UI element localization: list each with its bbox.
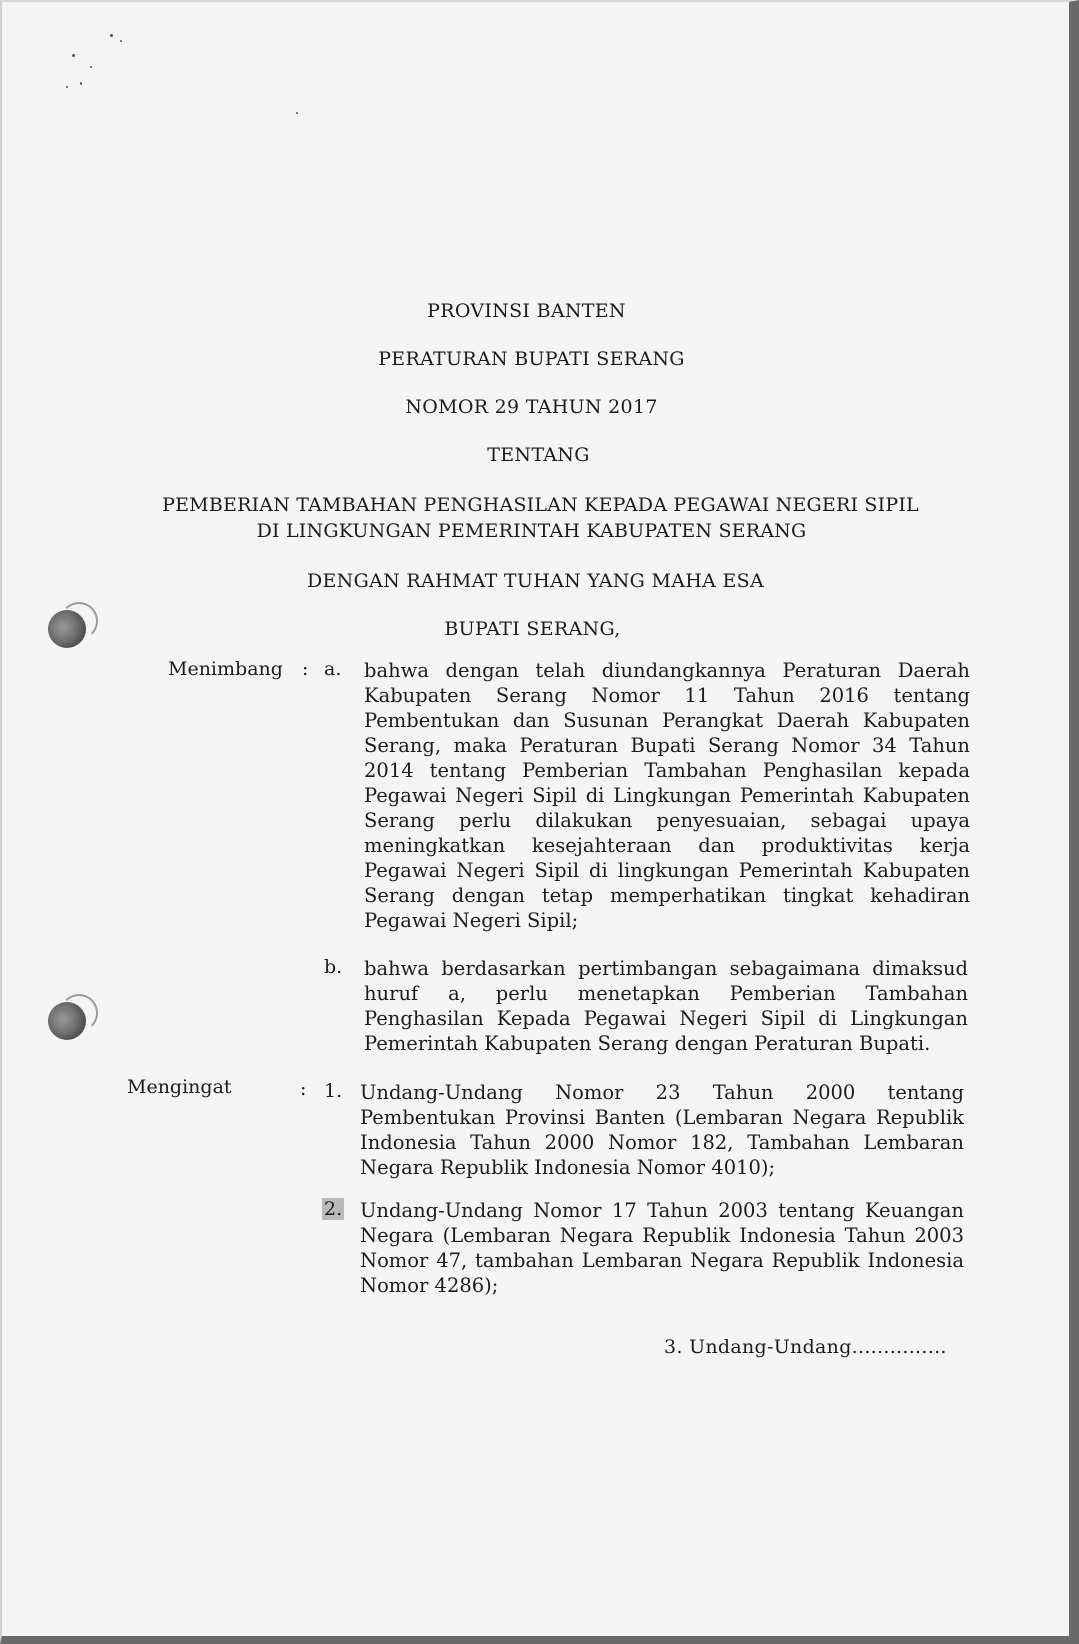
page-continuation: 3. Undang-Undang............... bbox=[664, 1336, 947, 1358]
scan-speck bbox=[72, 54, 75, 57]
menimbang-label: Menimbang bbox=[168, 658, 283, 680]
mengingat-item-2-marker bbox=[322, 1198, 344, 1220]
mengingat-item-2-text: Undang-Undang Nomor 17 Tahun 2003 tentang Keuangan Negara (Lembaran Negara Republik Indonesia Tahun 2003 Nomor 47, tambahan Lembaran Negara Republik Indonesia Nomor 4286); bbox=[360, 1199, 964, 1297]
scan-speck bbox=[80, 82, 82, 85]
regulation-heading: PERATURAN BUPATI SERANG bbox=[378, 348, 685, 370]
scan-speck bbox=[66, 86, 68, 88]
about-heading: TENTANG bbox=[487, 444, 590, 466]
regulation-title-line-1: PEMBERIAN TAMBAHAN PENGHASILAN KEPADA PEGAWAI NEGERI SIPIL bbox=[162, 494, 919, 516]
mengingat-item-1-marker: 1. bbox=[324, 1080, 343, 1102]
menimbang-item-a-text: bahwa dengan telah diundangkannya Peraturan Daerah Kabupaten Serang Nomor 11 Tahun 2016 tentang Pembentukan dan Susunan Perangkat Daerah Kabupaten Serang, maka Peraturan Bupati Serang Nomor 34 Tahun 2014 tentang Pemberian Tambahan Penghasilan kepada Pegawai Negeri Sipil di Lingkungan Pemerintah Kabupaten Serang perlu dilakukan penyesuaian, sebagai upaya meningkatkan kesejahteraan dan produktivitas kerja Pegawai Negeri Sipil di lingkungan Pemerintah Kabupaten Serang dengan tetap memperhatikan tingkat kehadiran Pegawai Negeri Sipil; bbox=[364, 659, 970, 932]
scan-speck bbox=[296, 112, 298, 114]
scan-speck bbox=[90, 66, 92, 68]
official-heading: BUPATI SERANG, bbox=[444, 618, 621, 640]
punch-hole-bottom bbox=[48, 1002, 86, 1040]
blessing-heading: DENGAN RAHMAT TUHAN YANG MAHA ESA bbox=[306, 570, 765, 592]
province-heading: PROVINSI BANTEN bbox=[427, 300, 626, 322]
mengingat-colon: : bbox=[300, 1078, 307, 1100]
menimbang-colon: : bbox=[302, 658, 309, 680]
mengingat-item-1-text: Undang-Undang Nomor 23 Tahun 2000 tentang Pembentukan Provinsi Banten (Lembaran Negara Republik Indonesia Tahun 2000 Nomor 182, Tambahan Lembaran Negara Republik Indonesia Nomor 4010); bbox=[360, 1081, 964, 1179]
menimbang-item-b-text: bahwa berdasarkan pertimbangan sebagaimana dimaksud huruf a, perlu menetapkan Pemberian Tambahan Penghasilan Kepada Pegawai Negeri Sipil di Lingkungan Pemerintah Kabupaten Serang dengan Peraturan Bupati. bbox=[364, 957, 968, 1055]
regulation-title-line-2: DI LINGKUNGAN PEMERINTAH KABUPATEN SERANG bbox=[256, 520, 807, 542]
menimbang-item-a-marker: a. bbox=[324, 658, 342, 680]
mengingat-label: Mengingat bbox=[127, 1076, 232, 1098]
scan-speck bbox=[120, 40, 122, 42]
regulation-number: NOMOR 29 TAHUN 2017 bbox=[405, 396, 658, 418]
scan-speck bbox=[110, 34, 113, 37]
mengingat-item-2-marker-text: 2. bbox=[324, 1198, 343, 1220]
menimbang-item-b-marker: b. bbox=[324, 956, 343, 978]
